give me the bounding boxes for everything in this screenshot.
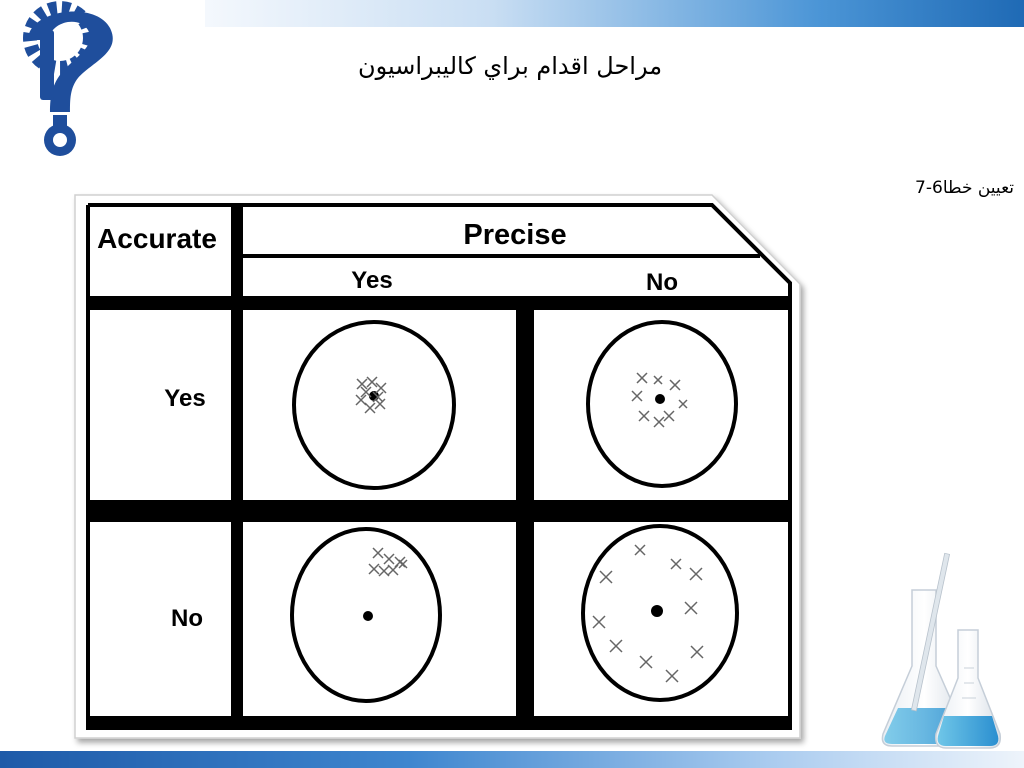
header-accurate: Accurate [97, 223, 217, 254]
slide-title: مراحل اقدام براي كاليبراسيون [357, 52, 663, 80]
bullseye-dot [651, 605, 663, 617]
section-number: 7-6 [915, 178, 943, 198]
col-label-yes: Yes [351, 267, 393, 294]
bullseye-dot [363, 611, 373, 621]
col-label-no: No [646, 269, 678, 296]
section-title: تعيين خطا [942, 178, 1014, 198]
bullseye-dot [655, 394, 665, 404]
diagram-card [75, 195, 800, 738]
row-label-yes: Yes [164, 385, 206, 412]
lab-glassware-icon [878, 548, 1018, 753]
row-label-no: No [171, 605, 203, 632]
header-precise: Precise [463, 219, 567, 251]
